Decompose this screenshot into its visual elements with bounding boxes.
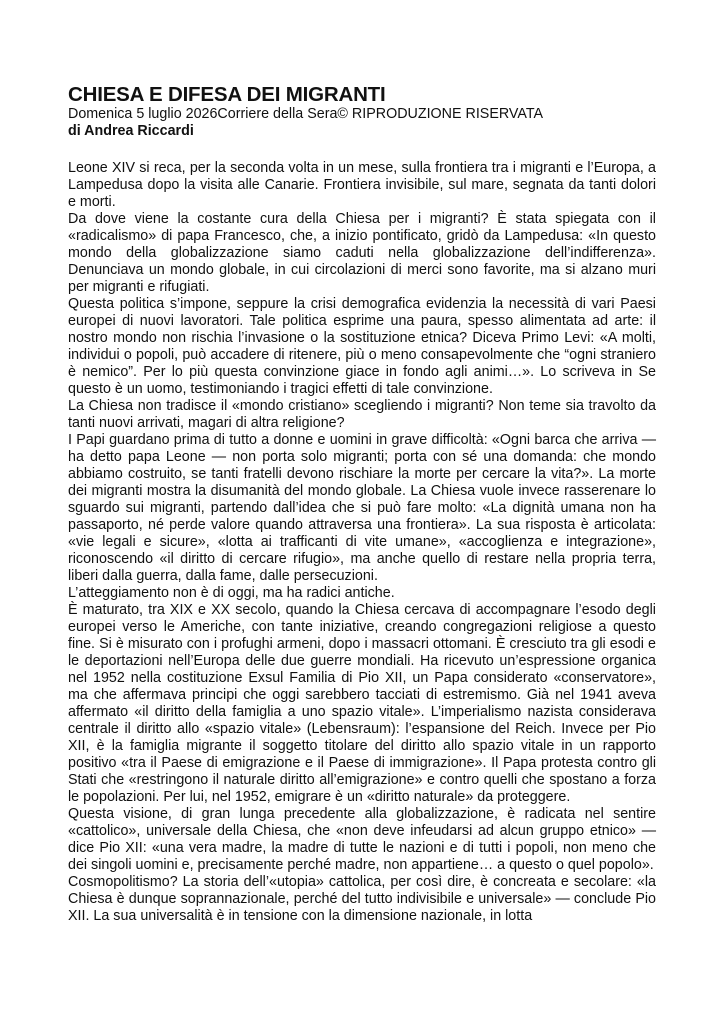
paragraph: I Papi guardano prima di tutto a donne e uomini in grave difficoltà: «Ogni barca che arriva — ha detto papa Leone — non porta solo migranti; porta con sé una domanda: che mondo abbiamo costruito, se tanti fratelli devono rischiare la morte per cercare la vita?». La morte dei migranti mostra la disumanità del mondo globale. La Chiesa vuole invece rasserenare lo sguardo sui migranti, partendo dall’idea che si può fare molto: «La dignità umana non ha passaporto, né perde valore quando attraversa una frontiera». La sua risposta è articolata: «vie legali e sicure», «lotta ai trafficanti di vite umane», «accoglienza e integrazione», riconoscendo «il diritto di cercare rifugio», ma anche quello di restare nella propria terra, liberi dalla guerra, dalla fame, dalle persecuzioni. — [68, 432, 656, 584]
paragraph: È maturato, tra XIX e XX secolo, quando la Chiesa cercava di accompagnare l’esodo degli europei verso le Americhe, con tante iniziative, creando congregazioni religiose a questo fine. Si è misurato con i profughi armeni, dopo i massacri ottomani. È cresciuto tra gli esodi e le deportazioni nell’Europa delle due guerre mondiali. Ha ricevuto un’espressione organica nel 1952 nella costituzione Exsul Familia di Pio XII, un Papa considerato «conservatore», ma che affermava principi che oggi sarebbero tacciati di estremismo. Già nel 1941 aveva affermato «il diritto della famiglia a uno spazio vitale». L’imperialismo nazista considerava centrale il diritto allo «spazio vitale» (Lebensraum): l’espansione del Reich. Invece per Pio XII, è la famiglia migrante il soggetto titolare del diritto allo spazio vitale in un rapporto positivo «tra il Paese di emigrazione e il Paese di immigrazione». Il Papa protesta contro gli Stati che «restringono il naturale diritto all’emigrazione» e contro quelli che spostano a forza le popolazioni. Per lui, nel 1952, emigrare è un «diritto naturale» da proteggere. — [68, 602, 656, 805]
paragraph: La Chiesa non tradisce il «mondo cristiano» scegliendo i migranti? Non teme sia travolto da tanti nuovi arrivati, magari di altra religione? — [68, 398, 656, 431]
article-body — [68, 160, 656, 925]
paragraph: Cosmopolitismo? La storia dell’«utopia» cattolica, per così dire, è concreata e secolare: «la Chiesa è dunque soprannazionale, perché del tutto indivisibile e universale» — conclude Pio XII. La sua universalità è in tensione con la dimensione nazionale, in lotta — [68, 874, 656, 924]
article-author: di Andrea Riccardi — [68, 123, 194, 139]
paragraph: L’atteggiamento non è di oggi, ma ha radici antiche. — [68, 585, 395, 601]
paragraph: Questa politica s’impone, seppure la crisi demografica evidenzia la necessità di vari Paesi europei di nuovi lavoratori. Tale politica esprime una paura, spesso alimentata ad arte: il nostro mondo non rischia l’invasione o la sostituzione etnica? Diceva Primo Levi: «A molti, individui o popoli, può accadere di ritenere, più o meno consapevolmente che “ogni straniero è nemico”. Per lo più questa convinzione giace in fondo agli animi…». Lo scriveva in Se questo è un uomo, testimoniando i tragici effetti di tale convinzione. — [68, 296, 656, 397]
paragraph: Leone XIV si reca, per la seconda volta in un mese, sulla frontiera tra i migranti e l’Europa, a Lampedusa dopo la visita alle Canarie. Frontiera invisibile, sul mare, segnata da tanti dolori e morti. — [68, 160, 656, 210]
article-meta: Domenica 5 luglio 2026Corriere della Sera© RIPRODUZIONE RISERVATA — [68, 106, 544, 122]
paragraph: Questa visione, di gran lunga precedente alla globalizzazione, è radicata nel sentire «cattolico», universale della Chiesa, che «non deve infeudarsi ad alcun gruppo etnico» — dice Pio XII: «una vera madre, la madre di tutte le nazioni e di tutti i popoli, non meno che dei singoli uomini e, precisamente perché madre, non appartiene… a questo o quel popolo». — [68, 806, 656, 873]
document-page — [68, 84, 656, 925]
paragraph: Da dove viene la costante cura della Chiesa per i migranti? È stata spiegata con il «radicalismo» di papa Francesco, che, a inizio pontificato, gridò da Lampedusa: «In questo mondo della globalizzazione siamo caduti nella globalizzazione dell’indifferenza». Denunciava un mondo globale, in cui circolazioni di merci sono favorite, ma si alzano muri per migranti e rifugiati. — [68, 211, 656, 295]
article-title: CHIESA E DIFESA DEI MIGRANTI — [68, 83, 386, 106]
